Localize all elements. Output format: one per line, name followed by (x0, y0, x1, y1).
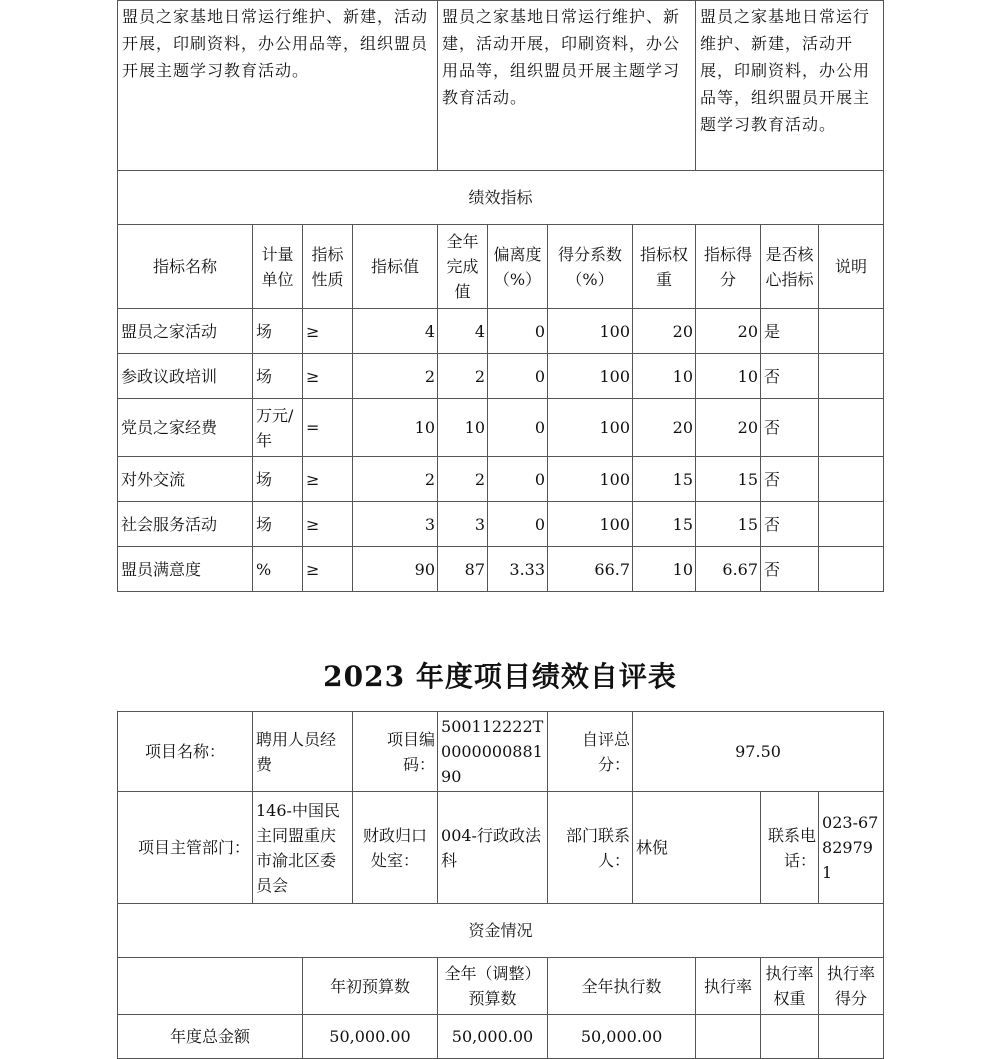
header-cell: 指标值 (353, 225, 438, 309)
phone-value: 023-67829791 (819, 792, 884, 904)
indicator-name: 对外交流 (118, 457, 253, 502)
note-cell (819, 399, 884, 457)
header-cell: 指标性质 (303, 225, 353, 309)
coefficient-cell: 100 (548, 354, 633, 399)
weight-cell: 15 (633, 502, 696, 547)
deviation-cell: 0 (488, 502, 548, 547)
indicator-name: 盟员满意度 (118, 547, 253, 592)
unit-cell: 场 (253, 457, 303, 502)
dept-label: 项目主管部门： (118, 792, 253, 904)
score-cell: 15 (696, 502, 761, 547)
nature-cell: ≥ (303, 457, 353, 502)
done-cell: 2 (438, 354, 488, 399)
coefficient-cell: 100 (548, 399, 633, 457)
weight-cell: 15 (633, 457, 696, 502)
header-cell: 得分系数（%） (548, 225, 633, 309)
funds-header-cell: 全年执行数 (548, 958, 696, 1015)
core-cell: 否 (761, 502, 819, 547)
funds-header-cell (118, 958, 303, 1015)
core-cell: 否 (761, 547, 819, 592)
note-cell (819, 309, 884, 354)
phone-label: 联系电话： (761, 792, 819, 904)
header-cell: 说明 (819, 225, 884, 309)
deviation-cell: 3.33 (488, 547, 548, 592)
total-adjusted: 50,000.00 (438, 1015, 548, 1059)
value-cell: 90 (353, 547, 438, 592)
nature-cell: ≥ (303, 354, 353, 399)
funds-section-title: 资金情况 (118, 904, 884, 958)
nature-cell: = (303, 399, 353, 457)
table-row (118, 1015, 884, 1059)
header-cell: 计量单位 (253, 225, 303, 309)
finance-label: 财政归口处室： (353, 792, 438, 904)
weight-cell: 20 (633, 399, 696, 457)
funds-header-cell: 全年（调整）预算数 (438, 958, 548, 1015)
note-cell (819, 354, 884, 399)
weight-cell: 10 (633, 547, 696, 592)
self-score-value: 97.50 (633, 712, 884, 792)
project-code-value: 500112222T000000088190 (438, 712, 548, 792)
unit-cell: % (253, 547, 303, 592)
header-cell: 指标名称 (118, 225, 253, 309)
core-cell: 否 (761, 399, 819, 457)
indicator-name: 社会服务活动 (118, 502, 253, 547)
done-cell: 3 (438, 502, 488, 547)
contact-value: 林倪 (633, 792, 761, 904)
core-cell: 是 (761, 309, 819, 354)
total-rate (696, 1015, 761, 1059)
dept-value: 146-中国民主同盟重庆市渝北区委员会 (253, 792, 353, 904)
table-row (118, 547, 884, 592)
indicator-name: 党员之家经费 (118, 399, 253, 457)
nature-cell: ≥ (303, 547, 353, 592)
self-evaluation-table (117, 711, 884, 1059)
done-cell: 2 (438, 457, 488, 502)
header-cell: 指标权重 (633, 225, 696, 309)
section-title: 绩效指标 (118, 171, 884, 225)
note-cell (819, 502, 884, 547)
nature-cell: ≥ (303, 309, 353, 354)
header-cell: 是否核心指标 (761, 225, 819, 309)
funds-header-cell: 执行率权重 (761, 958, 819, 1015)
self-score-label: 自评总分： (548, 712, 633, 792)
done-cell: 87 (438, 547, 488, 592)
table-row (118, 354, 884, 399)
weight-cell: 20 (633, 309, 696, 354)
coefficient-cell: 100 (548, 457, 633, 502)
score-cell: 20 (696, 309, 761, 354)
core-cell: 否 (761, 354, 819, 399)
core-cell: 否 (761, 457, 819, 502)
score-cell: 10 (696, 354, 761, 399)
table-row (118, 309, 884, 354)
unit-cell: 场 (253, 354, 303, 399)
description-cell: 盟员之家基地日常运行维护、新建，活动开展，印刷资料，办公用品等，组织盟员开展主题学习教育活动。 (696, 1, 884, 171)
deviation-cell: 0 (488, 309, 548, 354)
header-cell: 指标得分 (696, 225, 761, 309)
description-cell: 盟员之家基地日常运行维护、新建，活动开展，印刷资料，办公用品等，组织盟员开展主题学习教育活动。 (118, 1, 438, 171)
unit-cell: 场 (253, 309, 303, 354)
total-budget: 50,000.00 (303, 1015, 438, 1059)
value-cell: 4 (353, 309, 438, 354)
value-cell: 2 (353, 457, 438, 502)
nature-cell: ≥ (303, 502, 353, 547)
project-code-label: 项目编码： (353, 712, 438, 792)
indicator-name: 盟员之家活动 (118, 309, 253, 354)
value-cell: 2 (353, 354, 438, 399)
finance-value: 004-行政政法科 (438, 792, 548, 904)
contact-label: 部门联系人： (548, 792, 633, 904)
total-rate-score (819, 1015, 884, 1059)
funds-header-cell: 执行率得分 (819, 958, 884, 1015)
note-cell (819, 547, 884, 592)
coefficient-cell: 100 (548, 502, 633, 547)
total-label: 年度总金额 (118, 1015, 303, 1059)
description-cell: 盟员之家基地日常运行维护、新建，活动开展，印刷资料，办公用品等，组织盟员开展主题学习教育活动。 (438, 1, 696, 171)
total-executed: 50,000.00 (548, 1015, 696, 1059)
deviation-cell: 0 (488, 354, 548, 399)
funds-header-cell: 年初预算数 (303, 958, 438, 1015)
funds-header-cell: 执行率 (696, 958, 761, 1015)
value-cell: 3 (353, 502, 438, 547)
coefficient-cell: 66.7 (548, 547, 633, 592)
coefficient-cell: 100 (548, 309, 633, 354)
deviation-cell: 0 (488, 399, 548, 457)
total-rate-weight (761, 1015, 819, 1059)
score-cell: 6.67 (696, 547, 761, 592)
table-row (118, 457, 884, 502)
header-cell: 全年完成值 (438, 225, 488, 309)
unit-cell: 万元/年 (253, 399, 303, 457)
indicator-name: 参政议政培训 (118, 354, 253, 399)
score-cell: 20 (696, 399, 761, 457)
table-row (118, 399, 884, 457)
project-name-value: 聘用人员经费 (253, 712, 353, 792)
value-cell: 10 (353, 399, 438, 457)
page-title: 2023 年度项目绩效自评表 (323, 660, 677, 693)
header-cell: 偏离度（%） (488, 225, 548, 309)
deviation-cell: 0 (488, 457, 548, 502)
unit-cell: 场 (253, 502, 303, 547)
performance-table (117, 0, 884, 592)
score-cell: 15 (696, 457, 761, 502)
project-name-label: 项目名称： (118, 712, 253, 792)
weight-cell: 10 (633, 354, 696, 399)
note-cell (819, 457, 884, 502)
table-row (118, 502, 884, 547)
done-cell: 10 (438, 399, 488, 457)
done-cell: 4 (438, 309, 488, 354)
